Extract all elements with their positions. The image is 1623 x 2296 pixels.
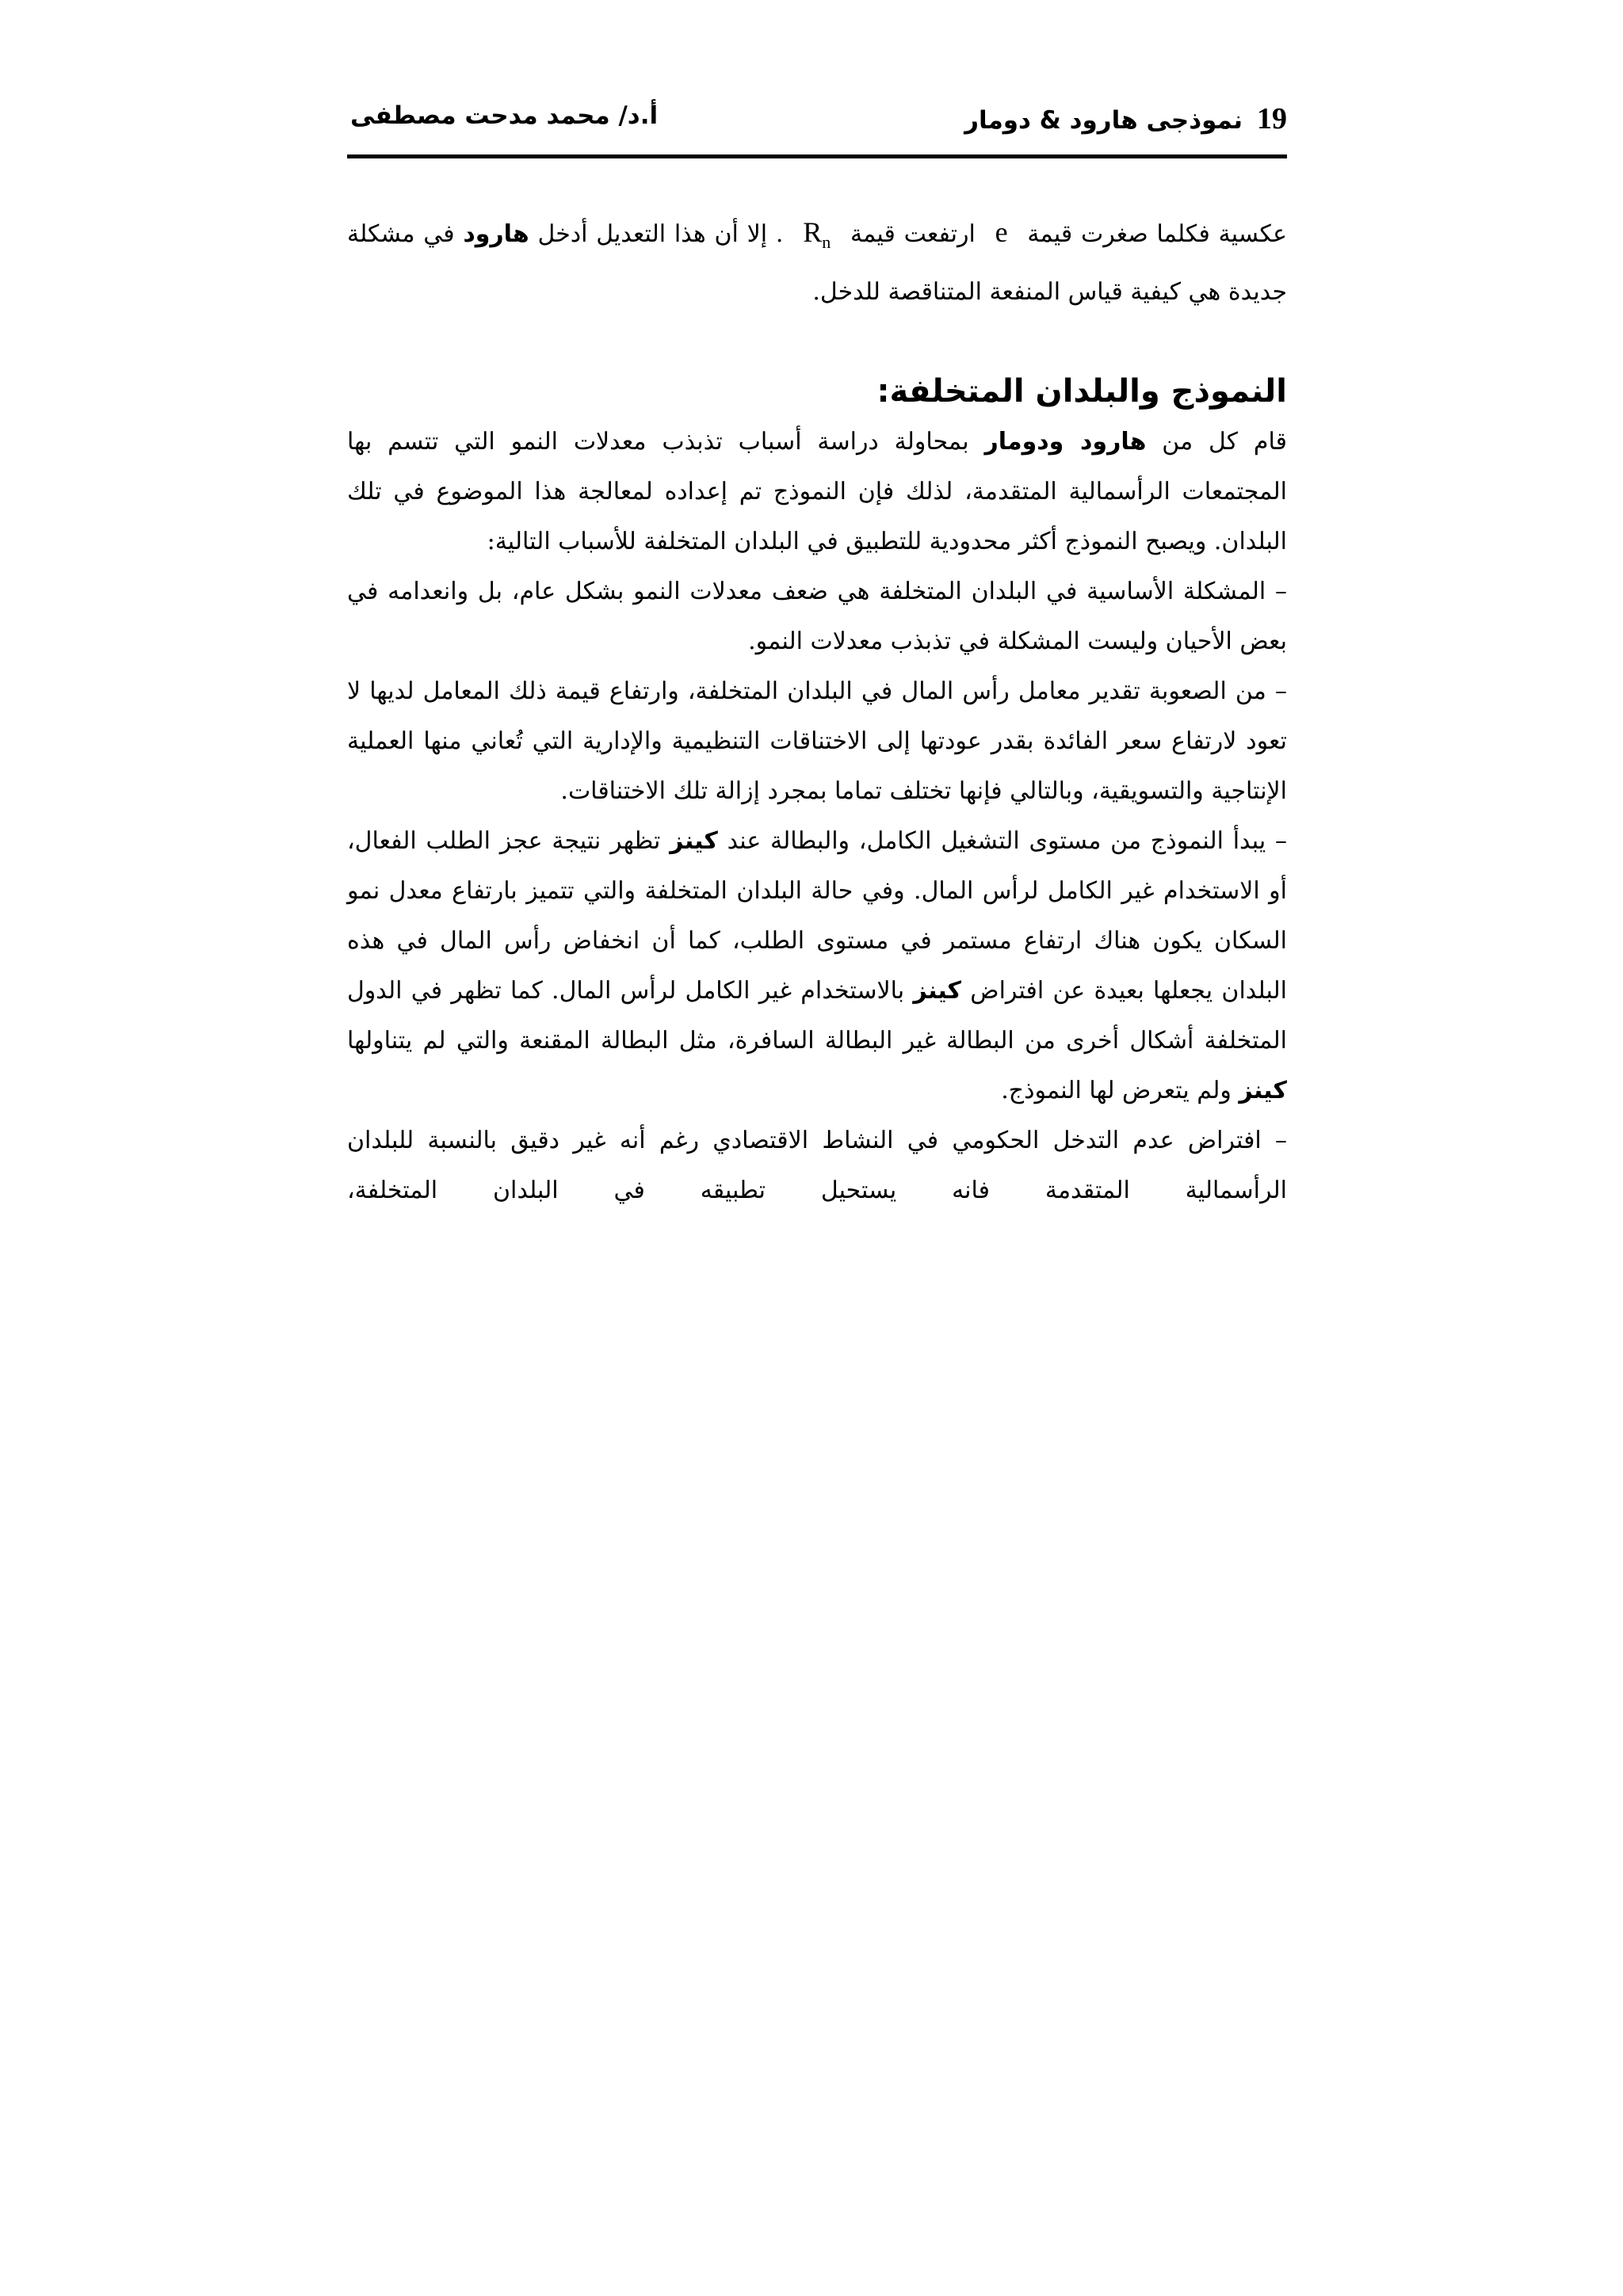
variable-r [792,216,842,253]
document-page [347,0,1287,2296]
header-right [964,101,1287,136]
text-segment: ارتفعت قيمة [850,220,976,248]
bold-name: كينز [1239,1077,1287,1105]
bullet-item-4: – افتراض عدم التدخل الحكومي في النشاط الاقتصادي رغم أنه غير دقيق بالنسبة للبلدان الرأسمالية المتقدمة فانه يستحيل تطبيقه في البلدان المتخلفة، [347,1127,1287,1205]
paragraph-intro [347,208,1287,317]
variable-e: e [995,216,1008,248]
bullet-item-2: – من الصعوبة تقدير معامل رأس المال في البلدان المتخلفة، وارتفاع قيمة ذلك المعامل لديها لا تعود لارتفاع سعر الفائدة بقدر عودتها إلى الاختناقات التنظيمية والإدارية التي تُعاني منها العملية الإنتاجية والتسويقية، وبالتالي فإنها تختلف تماما بمجرد إزالة تلك الاختناقات. [347,677,1287,806]
text-segment: . إلا أن هذا التعديل أدخل [537,220,784,248]
author-name: أ.د/ محمد مدحت مصطفى [350,101,659,130]
header-rule [347,154,1287,158]
bold-name: كينز [913,977,962,1005]
spacer [347,317,1287,366]
page-header [347,101,1287,147]
text-segment: بالاستخدام غير الكامل لرأس المال. كما تظهر في الدول المتخلفة أشكال أخرى من البطالة غير البطالة السافرة، مثل البطالة المقنعة والتي لم يتناولها [347,977,1287,1055]
bold-name: هارود ودومار [984,428,1147,456]
section-heading: النموذج والبلدان المتخلفة: [876,373,1287,410]
variable-r-subscript: n [822,232,831,253]
text-segment: في مشكلة جديدة هي كيفية قياس المنفعة المتناقصة للدخل. [347,220,1287,307]
text-segment: ولم يتعرض لها النموذج. [1001,1077,1232,1105]
variable-r-base: R [803,216,823,248]
paragraph-model [347,417,1287,566]
chapter-title: نموذجى هارود & دومار [964,106,1243,135]
text-segment: بمحاولة دراسة أسباب تذبذب معدلات النمو التي تتسم بها المجتمعات الرأسمالية المتقدمة، لذلك فإن النموذج تم إعداده لمعالجة هذا الموضوع في تلك البلدان. ويصبح النموذج أكثر محدودية للتطبيق في البلدان المتخلفة للأسباب التالية: [347,428,1287,556]
bold-name: هارود [463,220,529,248]
page-body [347,208,1287,1215]
page-number: 19 [1257,102,1287,135]
text-segment: قام كل من [1162,428,1287,456]
bullet-item-1: – المشكلة الأساسية في البلدان المتخلفة هي ضعف معدلات النمو بشكل عام، بل وانعدامه في بعض الأحيان وليست المشكلة في تذبذب معدلات النمو. [347,578,1287,656]
text-segment: عكسية فكلما صغرت قيمة [1027,220,1287,248]
text-segment: تظهر نتيجة عجز الطلب الفعال، أو الاستخدام غير الكامل لرأس المال. وفي حالة البلدان المتخلفة والتي تتميز بارتفاع معدل نمو السكان يكون هناك ارتفاع مستمر في مستوى الطلب، كما أن انخفاض رأس المال في هذه البلدان يجعلها بعيدة عن افتراض [347,827,1287,1005]
text-segment: – يبدأ النموذج من مستوى التشغيل الكامل، والبطالة عند [727,827,1287,856]
bold-name: كينز [670,827,718,856]
bullet-item-3 [347,816,1287,1116]
